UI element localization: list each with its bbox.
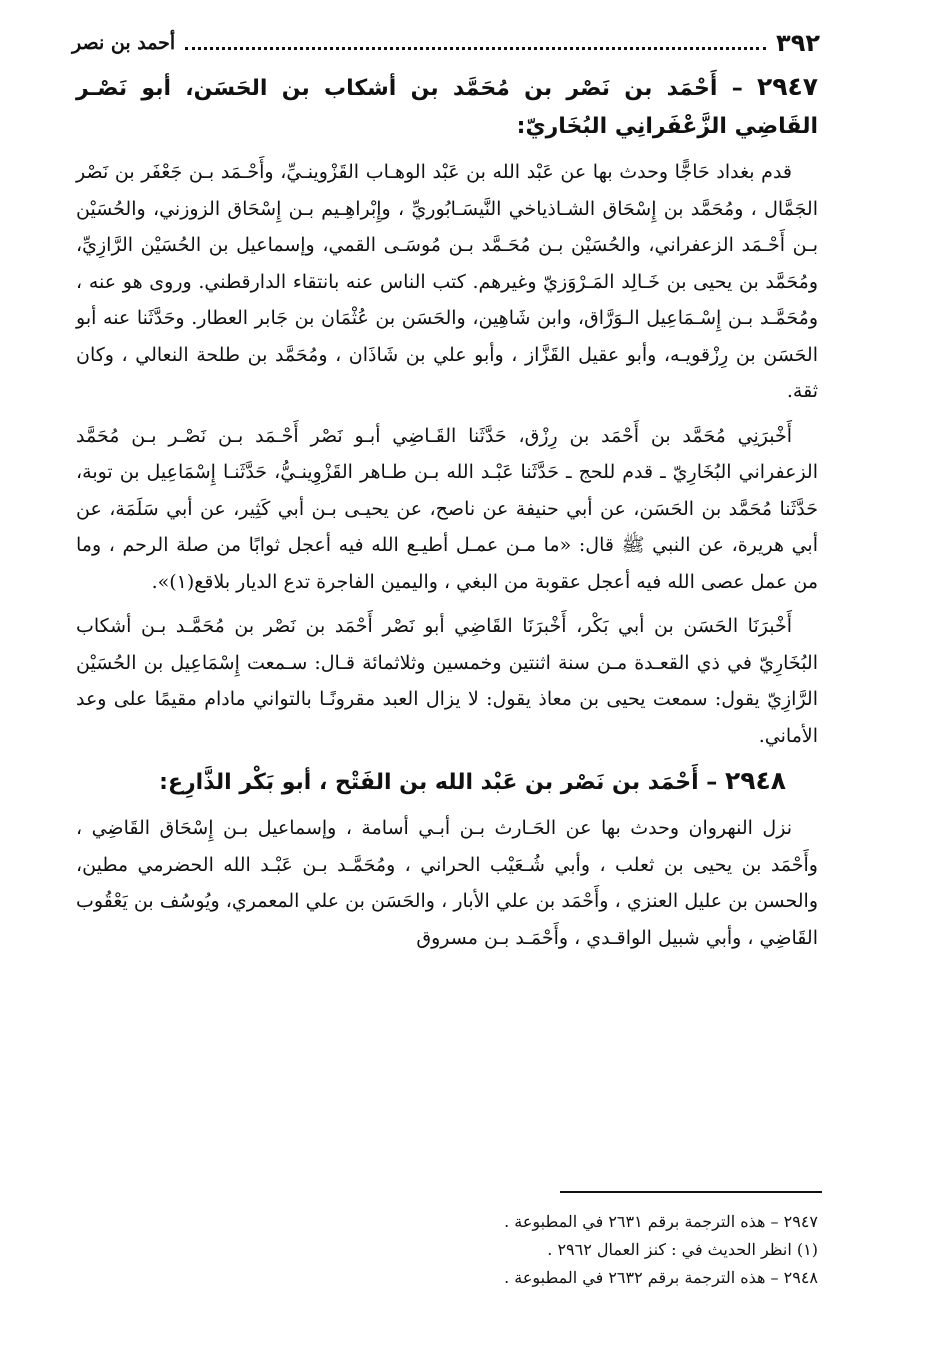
entry-number: ٢٩٤٧ (756, 72, 819, 101)
entry-heading: – أَحْمَد بن نَصْر بن عَبْد الله بن الفَتْح ، أبو بَكْر الذَّارِع: (159, 770, 718, 795)
footnote: ٢٩٤٨ – هذه الترجمة برقم ٢٦٣٢ في المطبوعة . (504, 1268, 818, 1287)
footnotes (160, 1208, 818, 1292)
page-header (72, 26, 820, 60)
footnote: ٢٩٤٧ – هذه الترجمة برقم ٢٦٣١ في المطبوعة . (504, 1212, 818, 1231)
paragraph: أَخْبرَنَا الحَسَن بن أبي بَكْر، أَخْبرَنَا القَاضِي أبو نَصْر أَحْمَد بن نَصْر بن مُحَمَّـد بـن أشكاب البُخَارِيّ في ذي القعـدة مـن سنة اثنتين وخمسين وثلاثمائة قـال: سـمعت إِسْمَاعِيل بن الحُسَيْن الرَّازِيّ يقول: سمعت يحيى بن معاذ يقول: لا يزال العبد مقرونًـا بالتواني مادام مقيمًا على وعد الأماني. (76, 615, 818, 747)
entry-heading: – أَحْمَد بن نَصْر بن مُحَمَّد بن أشكاب بن الحَسَن، أبو نَصْـر القَاضِي الزَّعْفَرانِي البُخَاريّ: (76, 76, 818, 139)
footnote: (١) انظر الحديث في : كنز العمال ٢٩٦٢ . (547, 1240, 818, 1259)
dotted-leader (185, 37, 766, 50)
entry-title (76, 68, 818, 146)
footnote-separator (560, 1191, 822, 1193)
page-number: ٣٩٢ (776, 29, 820, 57)
entry-title (76, 762, 818, 802)
paragraph: أَخْبرَنِي مُحَمَّد بن أَحْمَد بن رِزْق، حَدَّثَنا القَـاضِي أبـو نَصْر أَحْـمَد بـن نَصْـر بـن مُحَمَّد الزعفراني البُخَارِيّ ـ قدم للحج ـ حَدَّثَنا عَبْـد الله بـن طـاهر القَزْوِينـيُّ، حَدَّثَنـا إِسْمَاعِيل بن توبة، حَدَّثَنا مُحَمَّد بن الحَسَن، عن أبي حنيفة عن ناصح، عن يحيـى بـن أبي كَثِير، عن أبي سَلَمَة، عن أبي هريرة، عن النبي ﷺ قال: «ما مـن عمـل أطيـع الله فيه أعجل ثوابًا من صلة الرحم ، وما من عمل عصى الله فيه أعجل عقوبة من البغي ، واليمين الفاجرة تدع الديار بلاقع(١)». (76, 424, 818, 593)
paragraph: قدم بغداد حَاجًّا وحدث بها عن عَبْد الله بن عَبْد الوهـاب القَزْوينـيِّ، وأَحْـمَد بـن جَعْفَر بن نَصْر الجَمَّال ، ومُحَمَّد بن إِسْحَاق الشـاذياخي النَّيسَـابُوريِّ ، وإِبْراهِـيم بـن إِسْحَاق الزوزني، والحُسَيْن بـن أَحْـمَد الزعفراني، والحُسَيْن بـن مُحَـمَّد بـن مُوسَـى القمي، وإسماعيل بن الحُسَيْن الرَّازِيِّ، ومُحَمَّد بن يحيى بن خَـالِد المَـرْوَزيّ وغيرهم. كتب الناس عنه بانتقاء الدارقطني. وروى هو عنه ، ومُحَمَّـد بـن إِسْـمَاعِيل الـوَرَّاق، وابن شَاهِين، والحَسَن بن عُثْمَان بن جَابر العطار. وحَدَّثَنا عنه أبو الحَسَن بن رِزْقويـه، وأبو عقيل القَزَّاز ، وأبو علي بن شَاذَان ، ومُحَمَّد بن طلحة النعالي ، وكان ثقة. (76, 161, 818, 402)
paragraph: نزل النهروان وحدث بها عن الحَـارث بـن أبـي أسامة ، وإسماعيل بـن إِسْحَاق القَاضِي ، وأَحْمَد بن يحيى بن ثعلب ، وأبي شُـعَيْب الحراني ، ومُحَمَّـد بـن عَبْـد الله الحضرمي مطين، والحسن بن عليل العنزي ، وأَحْمَد بن علي الأبار ، والحَسَن بن علي المعمري، ويُوسُف بن يَعْقُوب القَاضِي ، وأبي شبيل الواقـدي ، وأَحْمَـد بـن مسروق (76, 817, 818, 949)
entry-number: ٢٩٤٨ (724, 766, 786, 795)
running-head: أحمد بن نصر (72, 32, 176, 54)
main-text (76, 68, 818, 964)
